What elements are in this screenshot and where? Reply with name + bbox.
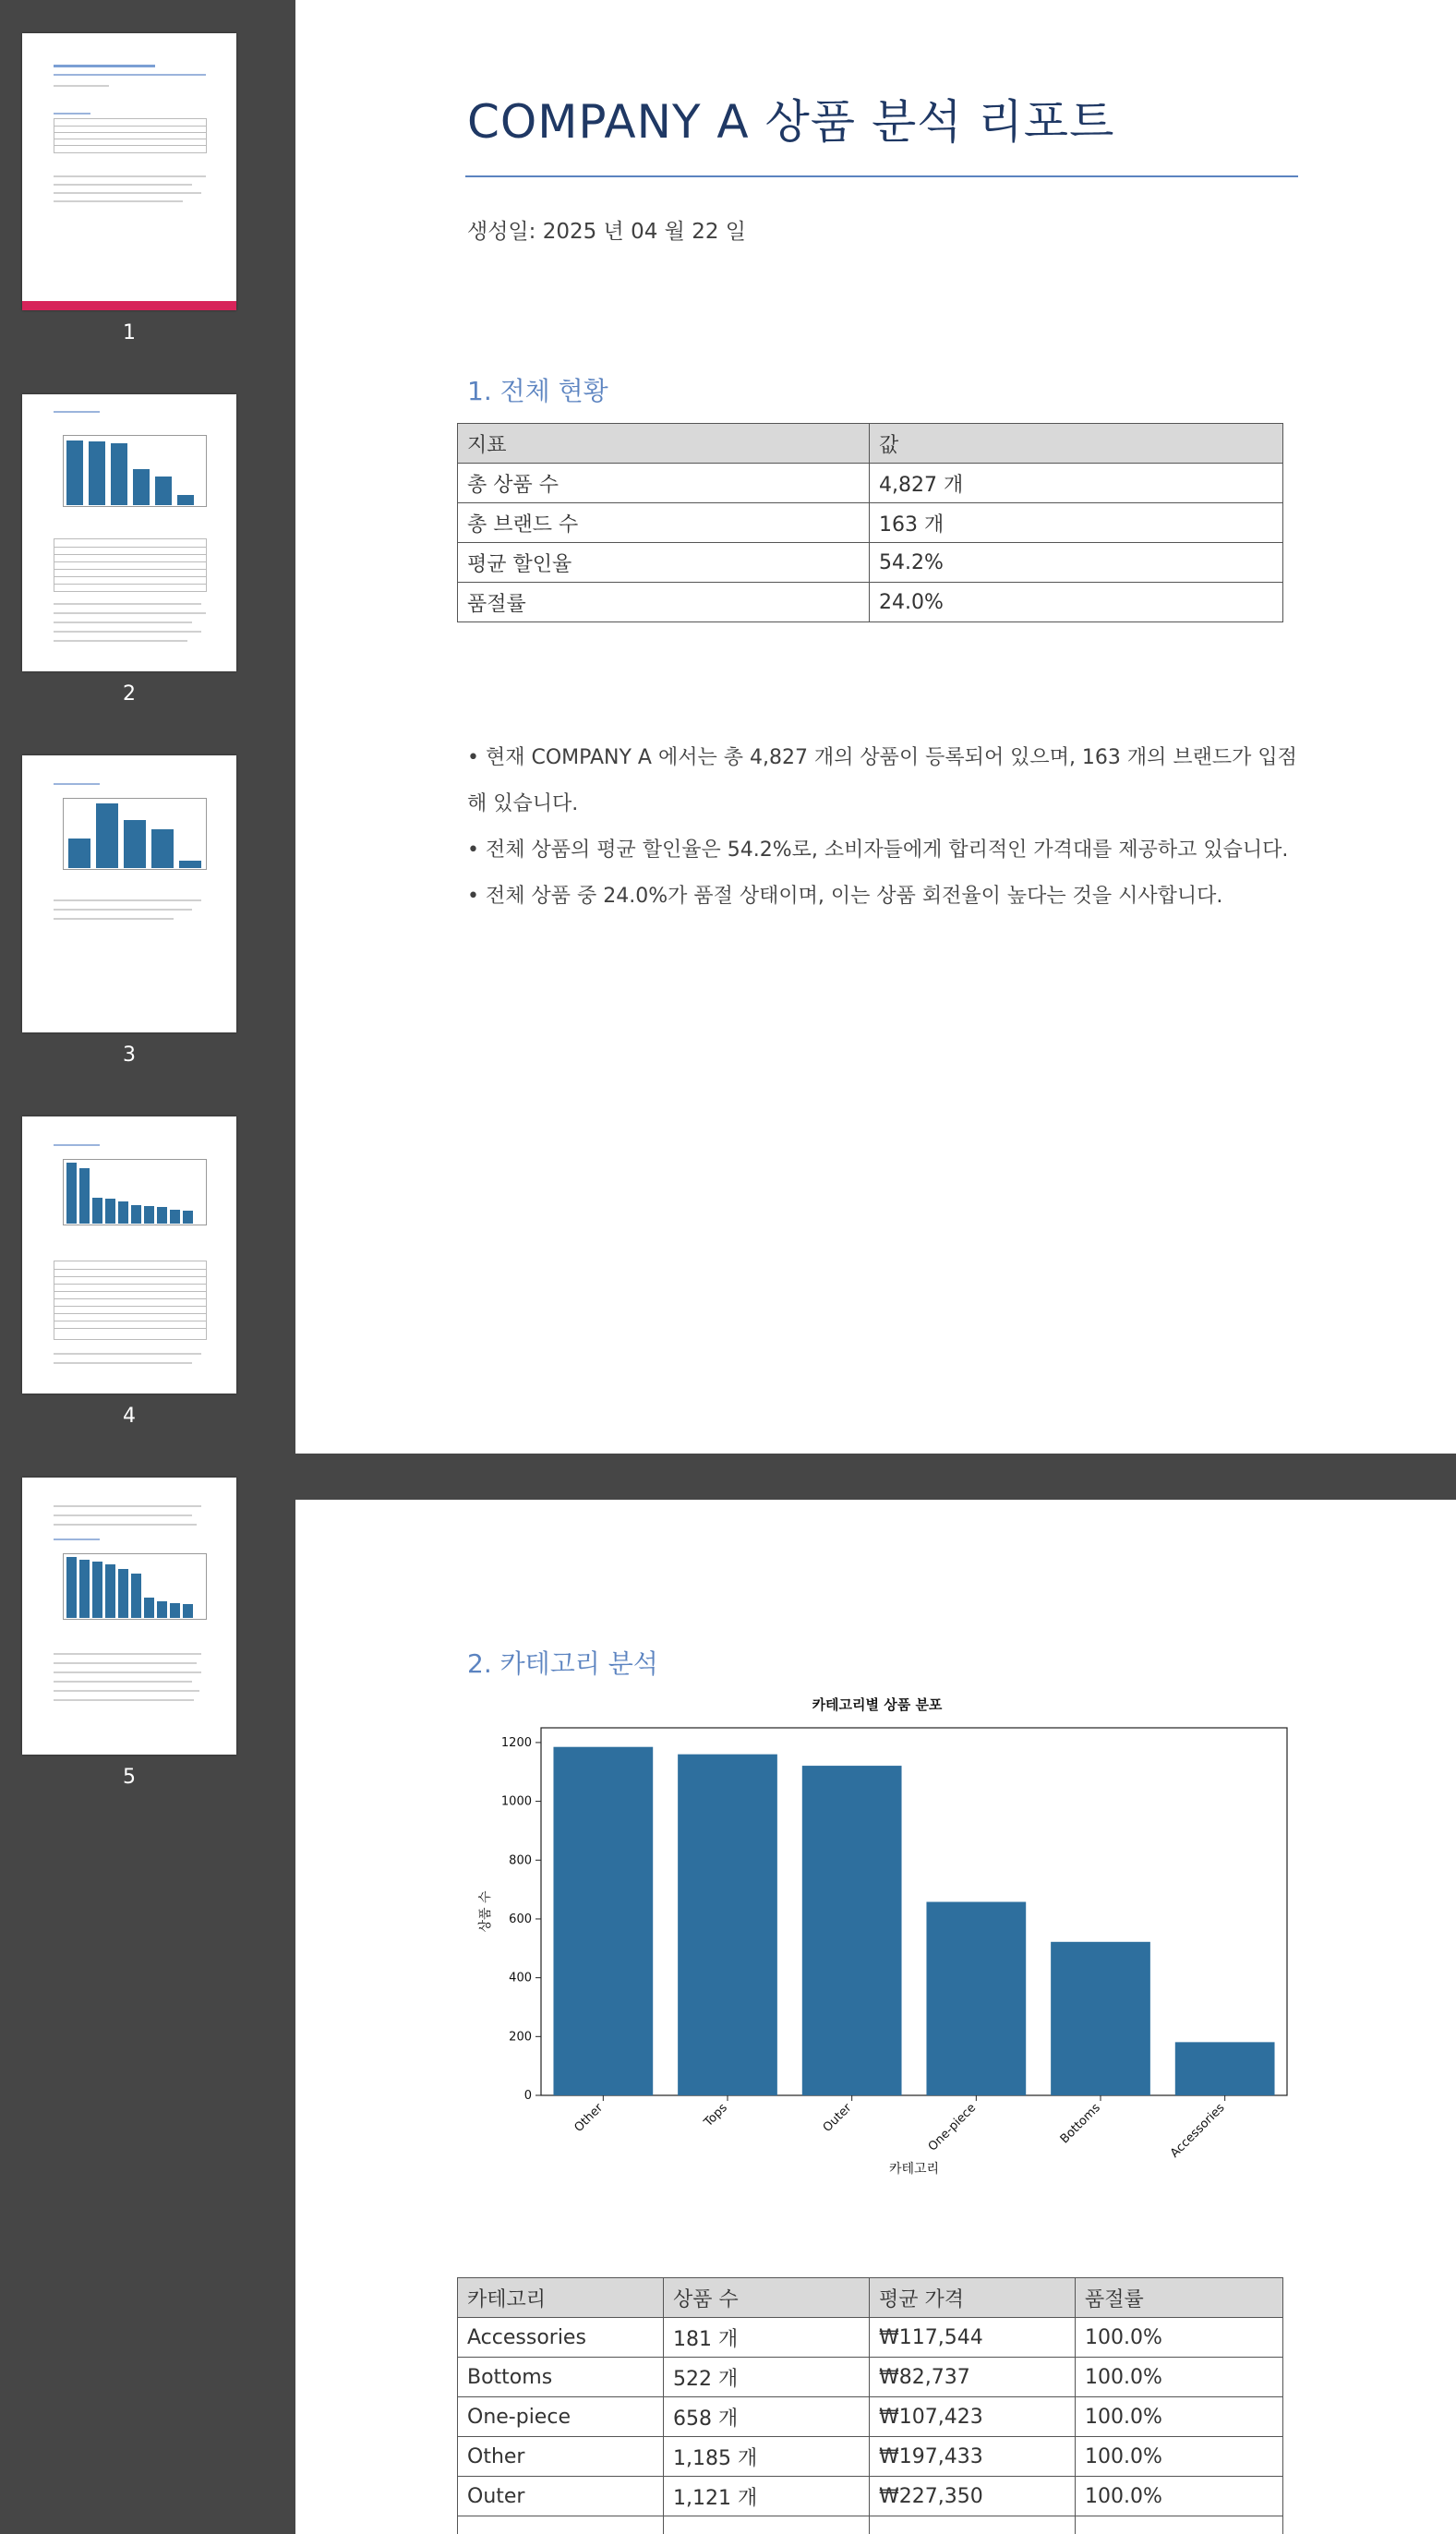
page-thumbnail-2[interactable] — [22, 394, 236, 706]
y-tick-label: 200 — [509, 2030, 532, 2045]
table-cell: ₩117,544 — [870, 2318, 1076, 2358]
y-axis-label: 상품 수 — [478, 1890, 493, 1933]
y-tick-label: 600 — [509, 1912, 532, 1926]
page-thumbnail-5[interactable] — [22, 1478, 236, 1789]
chart-bar — [553, 1747, 653, 2095]
table-header-row — [458, 424, 1283, 464]
chart-bar — [926, 1901, 1026, 2095]
table-cell: 100.0% — [1076, 2437, 1283, 2477]
table-row — [458, 583, 1283, 622]
table-cell: 총 상품 수 — [458, 464, 870, 503]
table-row — [458, 2437, 1283, 2477]
table-cell: 181 개 — [664, 2318, 870, 2358]
thumbnail-image — [22, 755, 236, 1032]
document-page-2 — [295, 1500, 1456, 2534]
table-cell: 100.0% — [1076, 2477, 1283, 2516]
table-row — [458, 543, 1283, 583]
page-thumbnail-4[interactable] — [22, 1116, 236, 1428]
table-cell: 총 브랜드 수 — [458, 503, 870, 543]
table-cell: ₩82,737 — [870, 2358, 1076, 2397]
thumbnail-number: 5 — [123, 1766, 136, 1789]
table-cell: 4,827 개 — [870, 464, 1283, 503]
table-cell: 평균 할인율 — [458, 543, 870, 583]
thumbnail-number: 1 — [123, 321, 136, 344]
y-tick-label: 1000 — [500, 1794, 532, 1809]
summary-table — [457, 423, 1283, 622]
table-cell: ₩197,433 — [870, 2437, 1076, 2477]
section-heading-category: 2. 카테고리 분석 — [467, 1648, 658, 1679]
chart-bar — [1051, 1942, 1150, 2095]
bullet-item: • 전체 상품 중 24.0%가 품절 상태이며, 이는 상품 회전율이 높다는 것을 시사합니다. — [467, 885, 1223, 908]
table-cell: ₩227,350 — [870, 2477, 1076, 2516]
thumbnail-image — [22, 1116, 236, 1394]
table-header-cell: 카테고리 — [458, 2278, 664, 2318]
chart-title: 카테고리별 상품 분포 — [812, 1696, 943, 1713]
table-cell: 54.2% — [870, 543, 1283, 583]
y-tick-label: 400 — [509, 1971, 532, 1985]
table-cell: Other — [458, 2437, 664, 2477]
x-axis-label: 카테고리 — [888, 2162, 940, 2177]
generated-date: 생성일: 2025 년 04 월 22 일 — [467, 220, 746, 244]
bullet-item: • 현재 COMPANY A 에서는 총 4,827 개의 상품이 등록되어 있으며, 163 개의 브랜드가 입점해 있습니다. — [467, 746, 1297, 815]
category-bar-chart — [462, 1691, 1293, 2217]
table-cell: 1,121 개 — [664, 2477, 870, 2516]
y-tick-label: 800 — [509, 1853, 532, 1868]
table-header-cell: 값 — [870, 424, 1283, 464]
page-thumbnail-1[interactable] — [22, 33, 236, 344]
title-underline — [465, 175, 1298, 177]
table-cell: 522 개 — [664, 2358, 870, 2397]
table-header-cell: 평균 가격 — [870, 2278, 1076, 2318]
table-row — [458, 2397, 1283, 2437]
x-tick-label: Accessories — [1168, 2101, 1228, 2161]
chart-bar — [678, 1755, 777, 2095]
table-cell — [458, 2516, 664, 2534]
y-tick-label: 0 — [523, 2089, 532, 2103]
y-tick-label: 1200 — [500, 1735, 532, 1750]
x-tick-label: Other — [572, 2101, 607, 2135]
table-header-cell: 지표 — [458, 424, 870, 464]
table-row — [458, 503, 1283, 543]
table-cell: 품절률 — [458, 583, 870, 622]
table-cell — [870, 2516, 1076, 2534]
chart-bar — [802, 1766, 902, 2095]
table-cell: 100.0% — [1076, 2318, 1283, 2358]
table-row — [458, 2477, 1283, 2516]
table-cell: 658 개 — [664, 2397, 870, 2437]
x-tick-label: Outer — [820, 2101, 855, 2135]
table-cell: 100.0% — [1076, 2358, 1283, 2397]
table-cell: 100.0% — [1076, 2397, 1283, 2437]
table-header-cell: 상품 수 — [664, 2278, 870, 2318]
table-cell: Accessories — [458, 2318, 664, 2358]
thumbnail-number: 3 — [123, 1044, 136, 1067]
table-header-row — [458, 2278, 1283, 2318]
table-row — [458, 464, 1283, 503]
table-cell — [664, 2516, 870, 2534]
chart-marks — [501, 1736, 1275, 2161]
thumbnail-sidebar — [0, 0, 295, 2534]
table-cell: 163 개 — [870, 503, 1283, 543]
thumbnail-number: 2 — [123, 682, 136, 706]
thumbnail-image — [22, 33, 236, 310]
table-cell: 24.0% — [870, 583, 1283, 622]
table-cell: Outer — [458, 2477, 664, 2516]
table-row — [458, 2318, 1283, 2358]
table-cell: ₩107,423 — [870, 2397, 1076, 2437]
page-thumbnail-3[interactable] — [22, 755, 236, 1067]
chart-bar — [1175, 2042, 1275, 2095]
bullet-item: • 전체 상품의 평균 할인율은 54.2%로, 소비자들에게 합리적인 가격대를 제공하고 있습니다. — [467, 839, 1289, 862]
chart-plot-frame — [541, 1728, 1287, 2095]
document-page-1 — [295, 0, 1456, 1454]
thumbnail-number: 4 — [123, 1405, 136, 1428]
table-header-cell: 품절률 — [1076, 2278, 1283, 2318]
summary-bullets — [467, 735, 1298, 920]
table-cell: Bottoms — [458, 2358, 664, 2397]
table-row — [458, 2516, 1283, 2534]
section-heading-overview: 1. 전체 현황 — [467, 376, 608, 406]
x-tick-label: Tops — [701, 2101, 730, 2130]
table-cell: One-piece — [458, 2397, 664, 2437]
category-table — [457, 2277, 1283, 2534]
table-row — [458, 2358, 1283, 2397]
table-cell — [1076, 2516, 1283, 2534]
thumbnail-selected-indicator — [22, 301, 236, 310]
thumbnail-image — [22, 1478, 236, 1755]
x-tick-label: Bottoms — [1057, 2101, 1103, 2147]
report-title: COMPANY A 상품 분석 리포트 — [467, 95, 1115, 149]
x-tick-label: One-piece — [925, 2101, 980, 2154]
table-cell: 1,185 개 — [664, 2437, 870, 2477]
thumbnail-image — [22, 394, 236, 671]
